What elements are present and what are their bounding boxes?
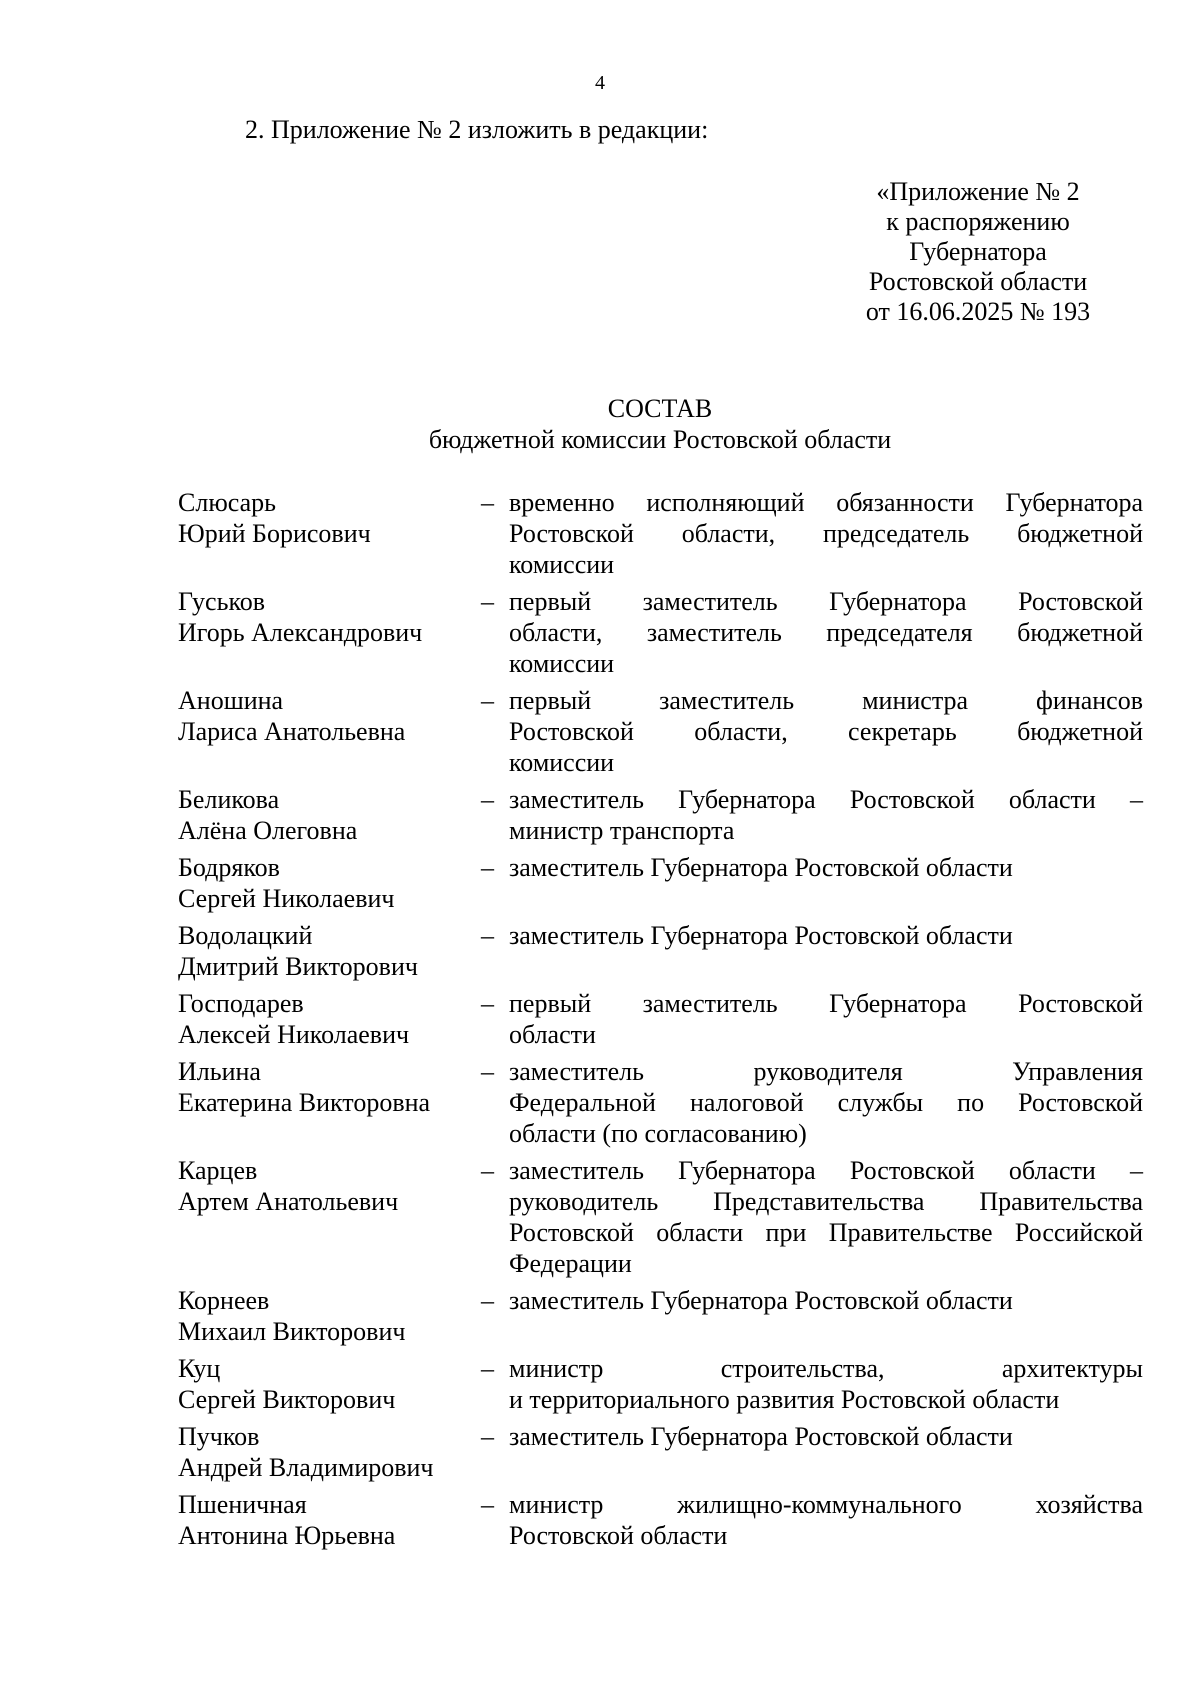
member-position [509, 685, 1143, 778]
member-surname: Слюсарь [178, 488, 276, 517]
member-name [178, 586, 481, 679]
member-position-line: и территориального развития Ростовской области [509, 1385, 1060, 1414]
member-surname: Куц [178, 1354, 221, 1383]
member-given-name: Екатерина Викторовна [178, 1088, 431, 1117]
member-name [178, 988, 481, 1050]
member-position [509, 586, 1143, 679]
member-row [178, 1489, 1143, 1551]
document-title [0, 393, 1200, 455]
member-row [178, 487, 1143, 580]
member-given-name: Лариса Анатольевна [178, 717, 406, 746]
annex-header-line: к распоряжению [886, 207, 1070, 236]
member-position [509, 1353, 1143, 1415]
annex-header-line: от 16.06.2025 № 193 [865, 297, 1091, 326]
member-position-line: первый заместитель Губернатора Ростовской [509, 587, 1143, 616]
member-position-line: Федеральной налоговой службы по Ростовской [509, 1088, 1143, 1117]
member-row [178, 1056, 1143, 1149]
member-position-line: области, заместитель председателя бюджетной [509, 618, 1143, 647]
member-position-line: заместитель Губернатора Ростовской области – [509, 1156, 1143, 1185]
member-position [509, 852, 1143, 914]
member-surname: Карцев [178, 1156, 258, 1185]
member-dash: – [481, 785, 494, 814]
member-row [178, 1285, 1143, 1347]
member-surname: Пучков [178, 1422, 260, 1451]
member-position [509, 1421, 1143, 1483]
member-surname: Гуськов [178, 587, 266, 616]
member-name [178, 852, 481, 914]
member-surname: Господарев [178, 989, 304, 1018]
member-position-line: руководитель Представительства Правительства [509, 1187, 1143, 1216]
member-position-line: заместитель Губернатора Ростовской области – [509, 785, 1143, 814]
member-position-line: первый заместитель Губернатора Ростовской [509, 989, 1143, 1018]
member-dash: – [481, 1156, 494, 1185]
member-surname: Бодряков [178, 853, 280, 882]
member-given-name: Алёна Олеговна [178, 816, 358, 845]
member-position-line: первый заместитель министра финансов [509, 686, 1143, 715]
member-position-line: Ростовской области при Правительстве Российской [509, 1218, 1143, 1247]
member-dash: – [481, 1422, 494, 1451]
member-name [178, 784, 481, 846]
member-position [509, 1155, 1143, 1279]
member-row [178, 988, 1143, 1050]
member-given-name: Дмитрий Викторович [178, 952, 418, 981]
member-position-line: Ростовской области [509, 1521, 728, 1550]
member-dash: – [481, 488, 494, 517]
member-position-line: Федерации [509, 1249, 632, 1278]
member-position-line: министр жилищно-коммунального хозяйства [509, 1490, 1143, 1519]
member-dash: – [481, 1057, 494, 1086]
page-number: 4 [595, 72, 605, 94]
member-position [509, 1489, 1143, 1551]
member-position-line: комиссии [509, 748, 615, 777]
member-row [178, 1353, 1143, 1415]
member-row [178, 920, 1143, 982]
member-given-name: Антонина Юрьевна [178, 1521, 396, 1550]
annex-header [838, 177, 1118, 327]
member-position-line: области [509, 1020, 596, 1049]
title-heading: СОСТАВ [607, 394, 713, 423]
member-surname: Водолацкий [178, 921, 313, 950]
member-given-name: Юрий Борисович [178, 519, 371, 548]
member-dash: – [481, 686, 494, 715]
member-given-name: Сергей Викторович [178, 1385, 396, 1414]
annex-header-line: «Приложение № 2 [876, 177, 1080, 206]
member-position-line: заместитель Губернатора Ростовской области [509, 1422, 1013, 1451]
member-position [509, 988, 1143, 1050]
members-list [178, 487, 1143, 1557]
member-dash: – [481, 1490, 494, 1519]
member-name [178, 487, 481, 580]
member-position [509, 784, 1143, 846]
annex-header-line: Ростовской области [868, 267, 1088, 296]
member-surname: Пшеничная [178, 1490, 307, 1519]
member-position-line: заместитель Губернатора Ростовской области [509, 921, 1013, 950]
member-dash: – [481, 853, 494, 882]
member-dash: – [481, 1354, 494, 1383]
member-row [178, 1155, 1143, 1279]
member-position-line: Ростовской области, секретарь бюджетной [509, 717, 1143, 746]
member-name [178, 1155, 481, 1279]
member-row [178, 1421, 1143, 1483]
member-given-name: Алексей Николаевич [178, 1020, 410, 1049]
member-name [178, 1285, 481, 1347]
member-surname: Аношина [178, 686, 284, 715]
member-given-name: Артем Анатольевич [178, 1187, 399, 1216]
member-name [178, 920, 481, 982]
member-name [178, 1421, 481, 1483]
member-position [509, 920, 1143, 982]
member-row [178, 586, 1143, 679]
member-position-line: заместитель Губернатора Ростовской области [509, 853, 1013, 882]
member-position [509, 487, 1143, 580]
member-position [509, 1285, 1143, 1347]
member-position-line: области (по согласованию) [509, 1119, 807, 1148]
member-position-line: временно исполняющий обязанности Губернатора [509, 488, 1143, 517]
member-name [178, 685, 481, 778]
member-name [178, 1056, 481, 1149]
member-position [509, 1056, 1143, 1149]
member-given-name: Игорь Александрович [178, 618, 423, 647]
member-given-name: Михаил Викторович [178, 1317, 406, 1346]
member-position-line: министр транспорта [509, 816, 735, 845]
member-row [178, 685, 1143, 778]
member-surname: Корнеев [178, 1286, 270, 1315]
member-given-name: Сергей Николаевич [178, 884, 395, 913]
member-position-line: комиссии [509, 649, 615, 678]
title-subheading: бюджетной комиссии Ростовской области [428, 425, 892, 454]
member-position-line: комиссии [509, 550, 615, 579]
member-row [178, 852, 1143, 914]
intro-paragraph: 2. Приложение № 2 изложить в редакции: [245, 115, 709, 144]
member-given-name: Андрей Владимирович [178, 1453, 434, 1482]
member-dash: – [481, 1286, 494, 1315]
member-row [178, 784, 1143, 846]
member-name [178, 1353, 481, 1415]
member-position-line: заместитель руководителя Управления [509, 1057, 1143, 1086]
member-name [178, 1489, 481, 1551]
member-dash: – [481, 989, 494, 1018]
member-surname: Ильина [178, 1057, 261, 1086]
member-position-line: заместитель Губернатора Ростовской области [509, 1286, 1013, 1315]
member-surname: Беликова [178, 785, 280, 814]
member-dash: – [481, 921, 494, 950]
member-dash: – [481, 587, 494, 616]
member-position-line: Ростовской области, председатель бюджетной [509, 519, 1143, 548]
member-position-line: министр строительства, архитектуры [509, 1354, 1143, 1383]
annex-header-line: Губернатора [909, 237, 1047, 266]
